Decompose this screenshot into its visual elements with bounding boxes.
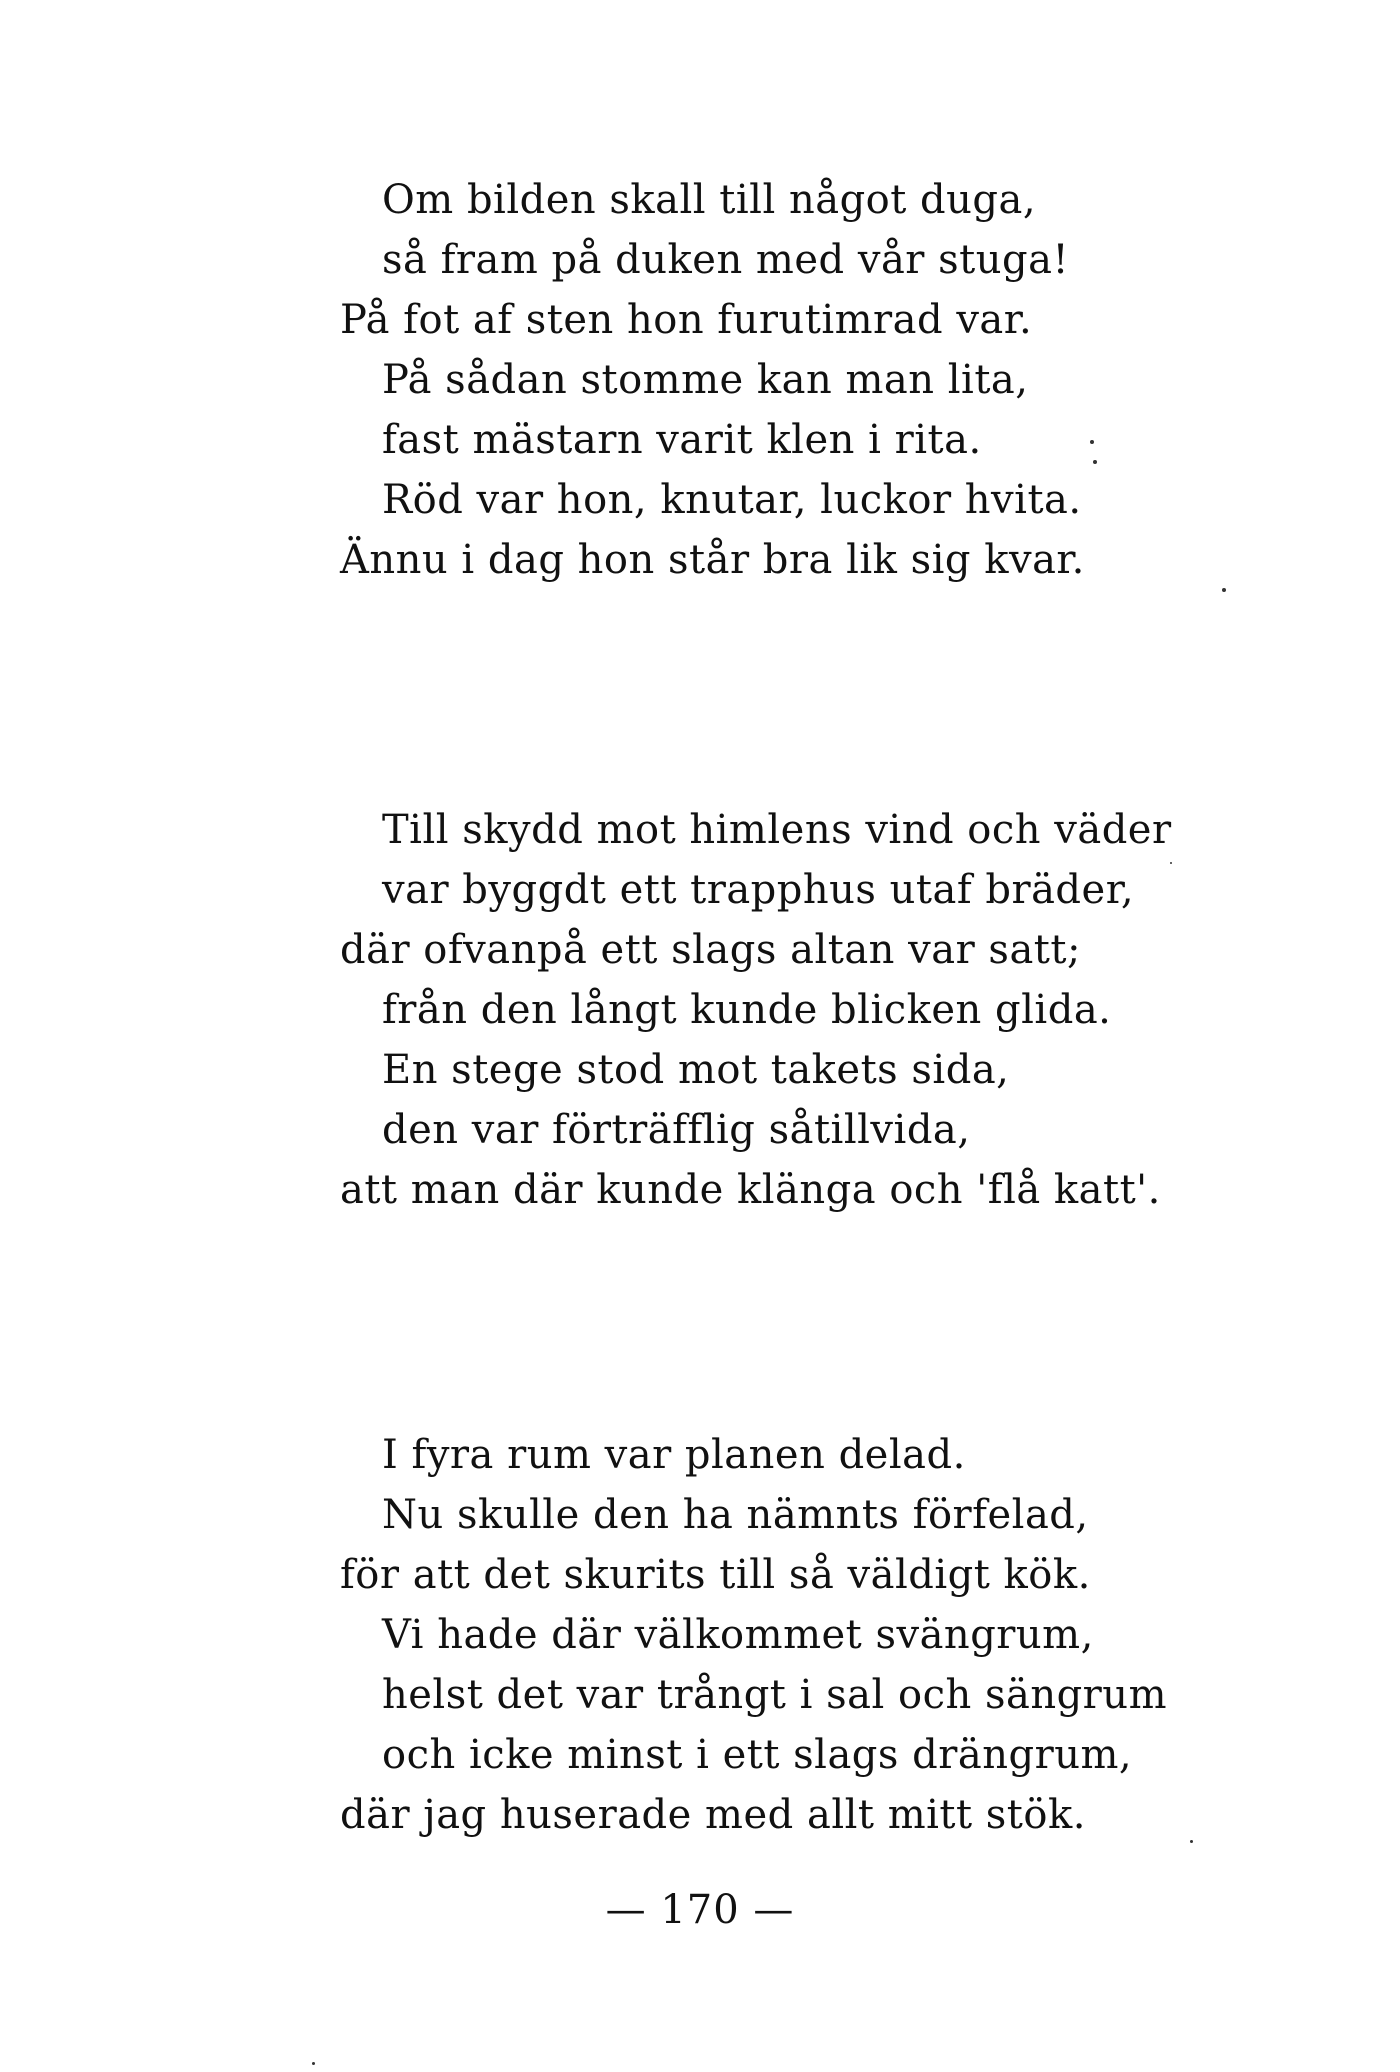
stanza-1 [340, 170, 1240, 590]
verse-line: att man där kunde klänga och 'flå katt'. [340, 1167, 1161, 1213]
verse-line: I fyra rum var planen delad. [382, 1432, 966, 1478]
verse-line: för att det skurits till så väldigt kök. [340, 1552, 1091, 1598]
verse-line: På sådan stomme kan man lita, [382, 357, 1029, 403]
stanza-3 [340, 1425, 1240, 1845]
verse-line: Nu skulle den ha nämnts förfelad, [382, 1492, 1089, 1538]
verse-line: Ännu i dag hon står bra lik sig kvar. [340, 537, 1085, 583]
verse-line: från den långt kunde blicken glida. [382, 987, 1112, 1033]
verse-line: fast mästarn varit klen i rita. [382, 417, 982, 463]
scan-speck [312, 2062, 315, 2065]
verse-line: helst det var trångt i sal och sängrum [382, 1672, 1167, 1718]
verse-line: En stege stod mot takets sida, [382, 1047, 1010, 1093]
verse-line: där ofvanpå ett slags altan var satt; [340, 927, 1081, 973]
scan-speck [1222, 588, 1226, 592]
scan-speck [1093, 460, 1097, 464]
verse-line: den var förträfflig såtillvida, [382, 1107, 971, 1153]
verse-line: Röd var hon, knutar, luckor hvita. [382, 477, 1082, 523]
stanza-2 [340, 800, 1240, 1220]
scan-speck [1170, 862, 1172, 864]
verse-line: så fram på duken med vår stuga! [382, 237, 1070, 283]
scan-speck [1190, 1840, 1193, 1843]
verse-line: var byggdt ett trapphus utaf bräder, [382, 867, 1135, 913]
verse-line: Vi hade där välkommet svängrum, [382, 1612, 1094, 1658]
verse-line: Till skydd mot himlens vind och väder [382, 807, 1172, 853]
verse-line: och icke minst i ett slags drängrum, [382, 1732, 1133, 1778]
scan-speck [1090, 440, 1094, 444]
verse-line: där jag huserade med allt mitt stök. [340, 1792, 1086, 1838]
verse-line: Om bilden skall till något duga, [382, 177, 1037, 223]
page-number: — 170 — [605, 1887, 795, 1933]
verse-line: På fot af sten hon furutimrad var. [340, 297, 1033, 343]
